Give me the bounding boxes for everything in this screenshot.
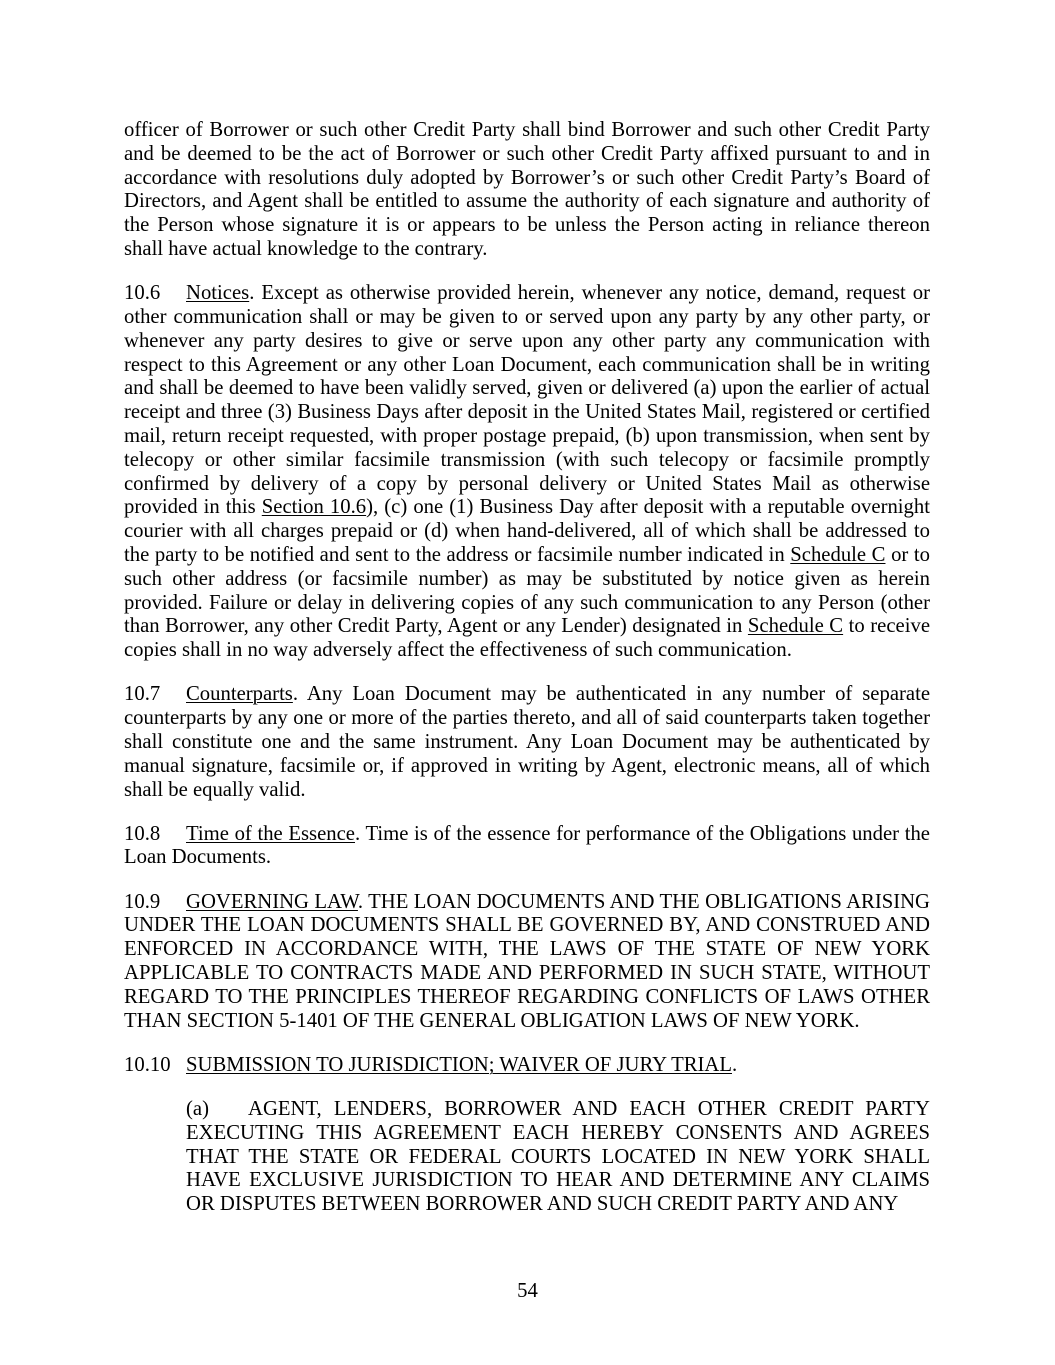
section-number: 10.6 (124, 282, 161, 305)
cross-reference: Section 10.6 (261, 496, 367, 519)
section-10-10-a (186, 1098, 930, 1217)
section-text: . Any Loan Document may be authenticated in any number of separate counterparts by any one or more of the parties thereto, and all of said counterparts taken together shall constitute one and the same instrument. Any Loan Document may be authenticated by manual signature, facsimile or, if approved in writing by Agent, electronic means, all of which shall be equally valid. (124, 683, 930, 801)
section-text: to receive copies shall in no way adversely affect the effectiveness of such communication. (124, 615, 931, 662)
section-10-6 (124, 282, 930, 663)
section-title: Counterparts (186, 683, 293, 706)
paragraph-continuation: officer of Borrower or such other Credit Party shall bind Borrower and such other Credit Party and be deemed to be the act of Borrower or such other Credit Party affixed pursuant to and in accordance with resolutions duly adopted by Borrower’s or such other Credit Party’s Board of Directors, and Agent shall be entitled to assume the authority of each signature and authority of the Person whose signature it is or appears to be unless the Person acting in reliance thereon shall have actual knowledge to the contrary. (124, 119, 930, 260)
section-10-8 (124, 823, 930, 871)
section-text: . Except as otherwise provided herein, whenever any notice, demand, request or other communication shall or may be given to or served upon any party by any other party, or whenever any party desires to give or serve upon any other party any communication with respect to this Agreement or any other Loan Document, each communication shall be in writing and shall be deemed to have been validly served, given or delivered (a) upon the earlier of actual receipt and three (3) Business Days after deposit in the United States Mail, registered or certified mail, return receipt requested, with proper postage prepaid, (b) upon transmission, when sent by telecopy or other similar facsimile transmission (with such telecopy or facsimile promptly confirmed by delivery of a copy by personal delivery or United States Mail as otherwise provided in this (124, 282, 930, 519)
subsection-number: (a) (186, 1098, 209, 1121)
section-text: . Time is of the essence for performance of the Obligations under the Loan Documents. (124, 822, 930, 869)
section-10-10 (124, 1054, 930, 1078)
subsection-text: AGENT, LENDERS, BORROWER AND EACH OTHER CREDIT PARTY EXECUTING THIS AGREEMENT EACH HEREBY CONSENTS AND AGREES THAT THE STATE OR FEDERAL COURTS LOCATED IN NEW YORK SHALL HAVE EXCLUSIVE JURISDICTION TO HEAR AND DETERMINE ANY CLAIMS OR DISPUTES BETWEEN BORROWER AND SUCH CREDIT PARTY AND ANY (186, 1098, 930, 1216)
section-text: or to such other address (or facsimile number) as may be substituted by notice given as herein provided. Failure or delay in delivering copies of any such communication to any Person (other than Borrower, any other Credit Party, Agent or any Lender) designated in (124, 543, 930, 638)
cross-reference: Schedule C (747, 615, 844, 638)
section-text: . THE LOAN DOCUMENTS AND THE OBLIGATIONS ARISING UNDER THE LOAN DOCUMENTS SHALL BE GOVERNED BY, AND CONSTRUED AND ENFORCED IN ACCORDANCE WITH, THE LAWS OF THE STATE OF NEW YORK APPLICABLE TO CONTRACTS MADE AND PERFORMED IN SUCH STATE, WITHOUT REGARD TO THE PRINCIPLES THEREOF REGARDING CONFLICTS OF LAWS OTHER THAN SECTION 5-1401 OF THE GENERAL OBLIGATION LAWS OF NEW YORK. (124, 890, 930, 1032)
document-page (124, 119, 930, 1237)
section-text: ), (c) one (1) Business Day after deposit with a reputable overnight courier with all charges prepaid or (d) when hand-delivered, all of which shall be addressed to the party to be notified and sent to the address or facsimile number indicated in (124, 496, 930, 566)
section-10-7 (124, 683, 930, 802)
section-text: . (731, 1053, 738, 1076)
section-number: 10.8 (124, 822, 161, 845)
cross-reference: Schedule C (790, 543, 886, 566)
section-number: 10.7 (124, 683, 161, 706)
page-number: 54 (517, 1280, 538, 1302)
section-title: Notices (186, 282, 250, 305)
section-10-9 (124, 891, 930, 1034)
section-number: 10.10 (124, 1053, 171, 1076)
section-number: 10.9 (124, 890, 161, 913)
section-title: SUBMISSION TO JURISDICTION; WAIVER OF JURY TRIAL (186, 1053, 732, 1076)
section-title: Time of the Essence (186, 822, 355, 845)
section-title: GOVERNING LAW (186, 890, 358, 913)
